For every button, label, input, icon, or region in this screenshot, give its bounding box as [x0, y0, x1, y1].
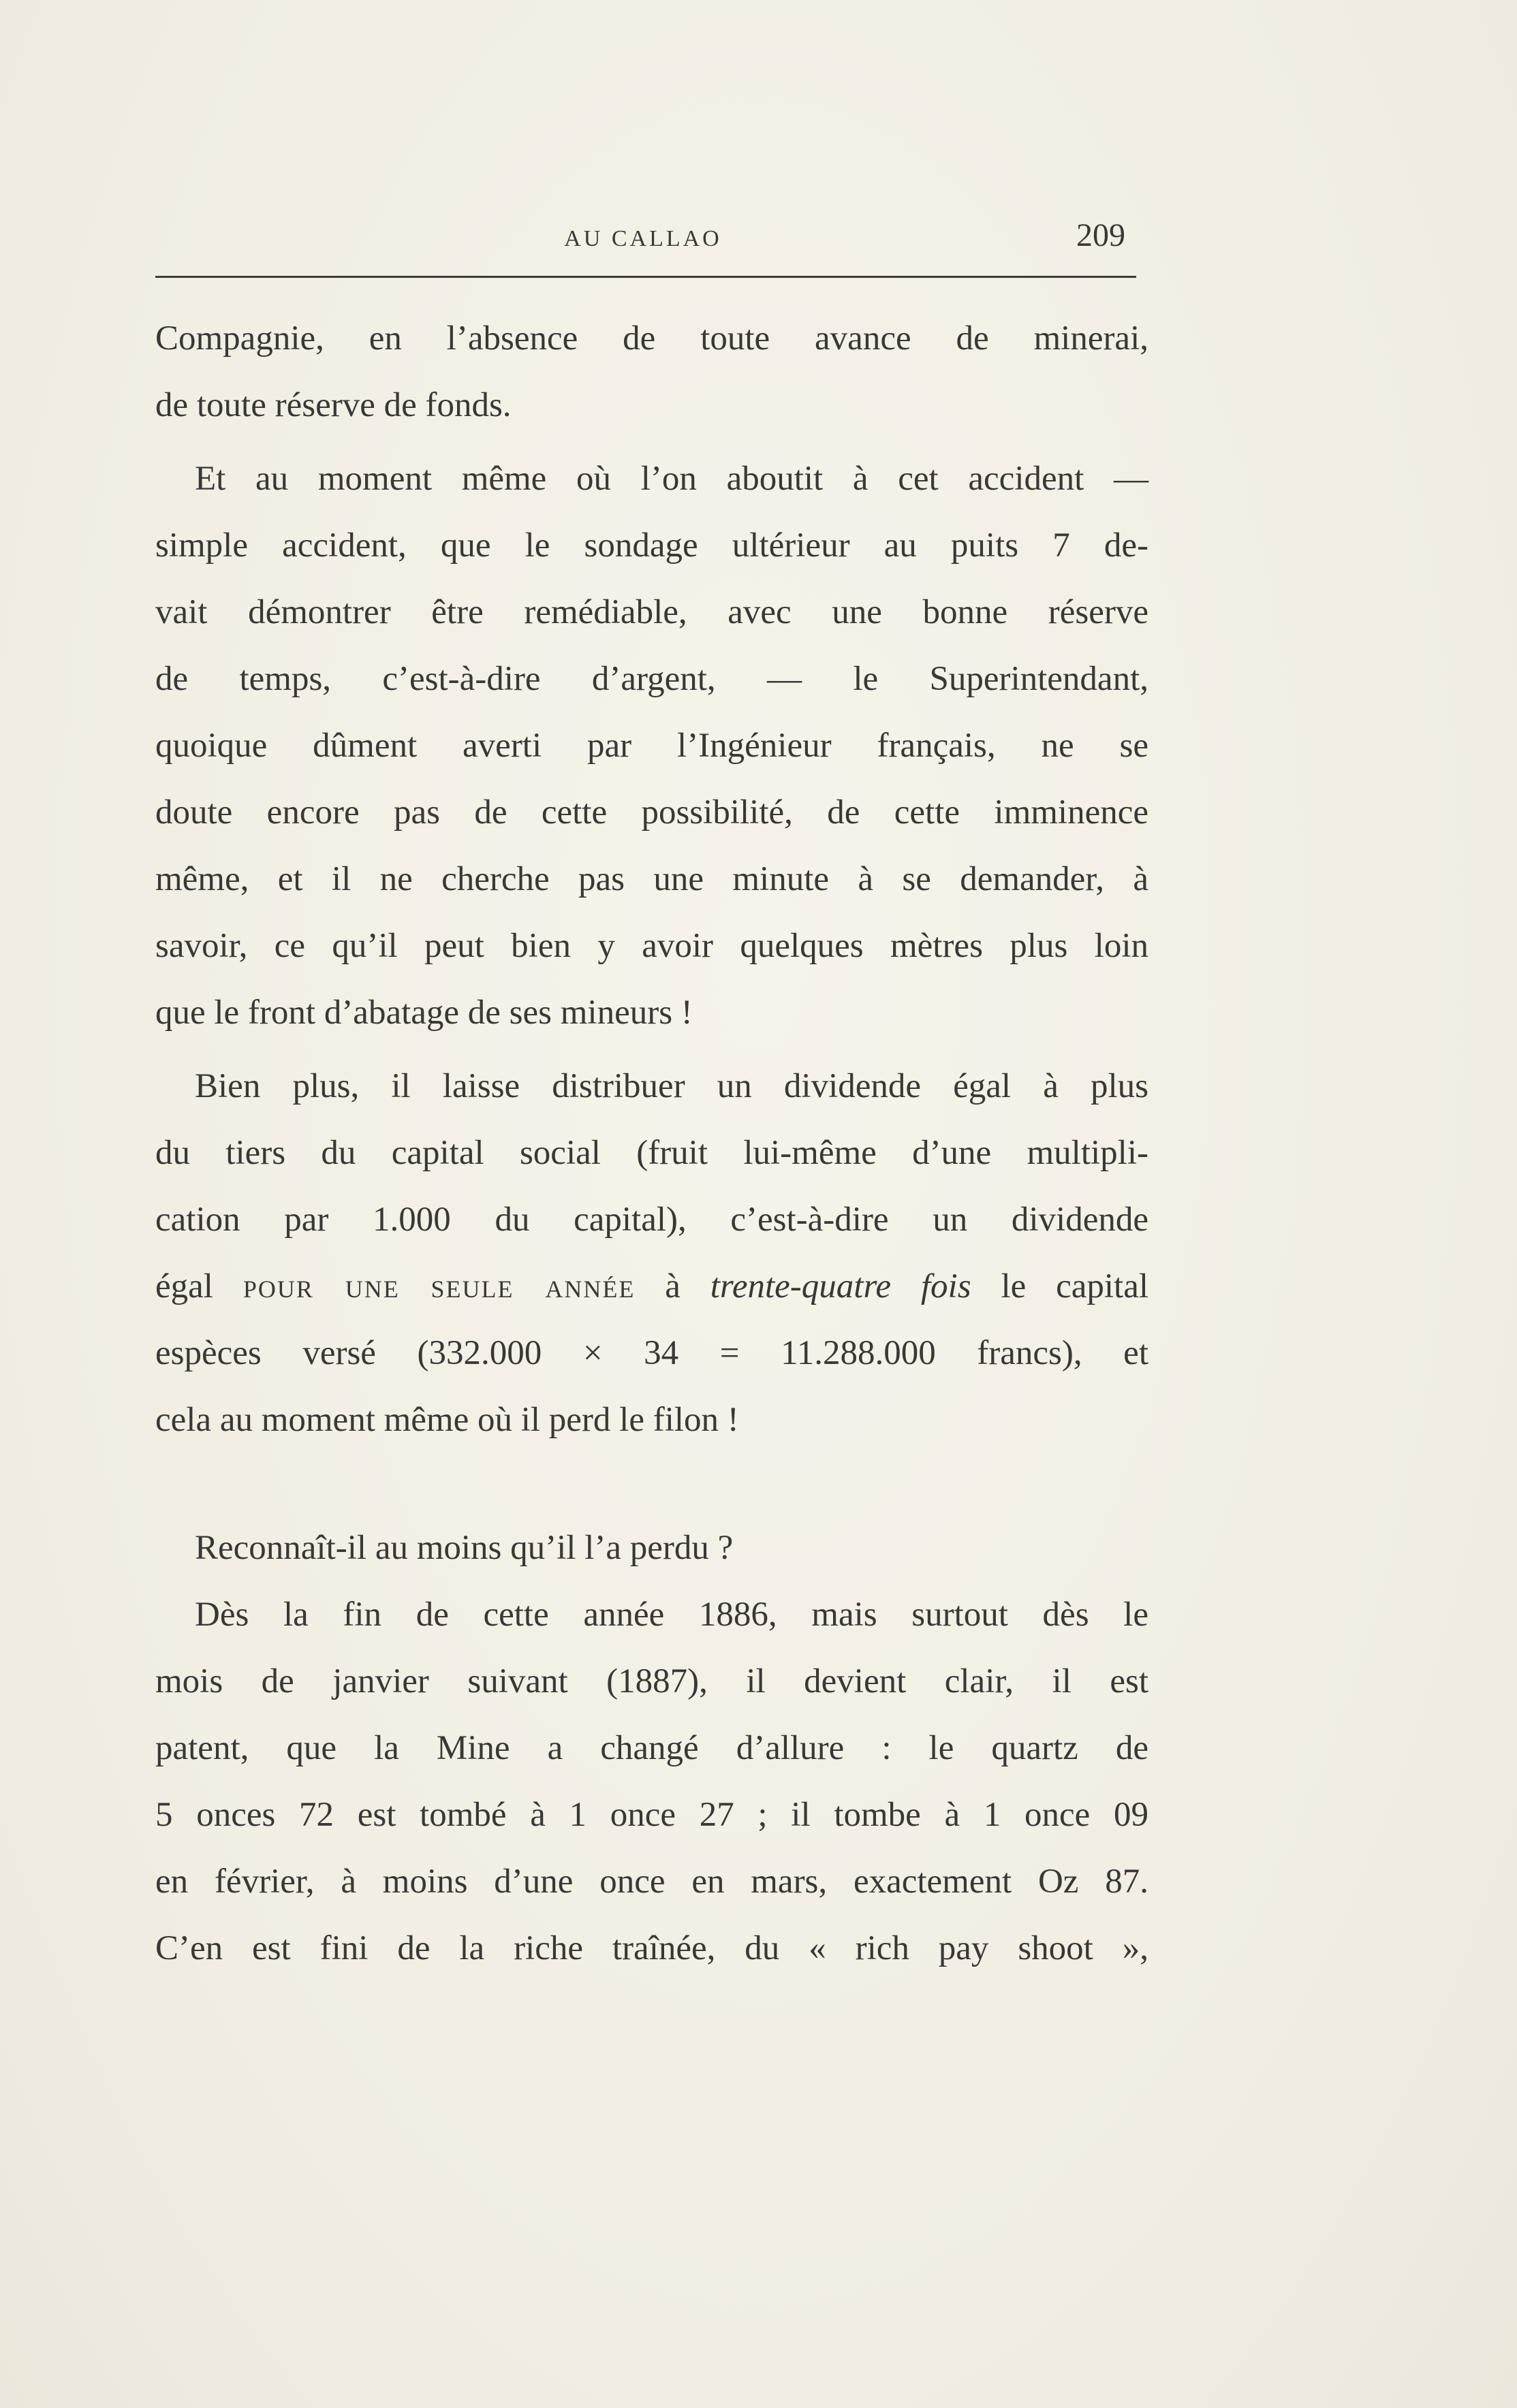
- paragraph-4: [155, 1515, 1148, 1581]
- text-line: Reconnaît-il au moins qu’il l’a perdu ?: [195, 1529, 734, 1567]
- text-line: Compagnie, en l’absence de toute avance de minerai,: [155, 319, 1148, 358]
- text-line: doute encore pas de cette possibilité, de cette imminence: [155, 793, 1148, 831]
- small-caps-run: pour une seule année: [243, 1267, 636, 1305]
- page-number: 209: [1076, 217, 1125, 253]
- paragraph-gap: [155, 439, 1148, 445]
- paragraph-2: [155, 445, 1148, 1046]
- text-line-mixed: [155, 1253, 1148, 1320]
- text-run: le capital: [1001, 1267, 1149, 1305]
- text-line: de toute réserve de fonds.: [155, 386, 512, 424]
- text-line: que le front d’abatage de ses mineurs !: [155, 994, 693, 1032]
- text-line: en février, à moins d’une once en mars, exactement Oz 87.: [155, 1863, 1148, 1901]
- running-title: AU CALLAO: [564, 226, 722, 251]
- section-gap: [155, 1453, 1148, 1515]
- text-line: Dès la fin de cette année 1886, mais surtout dès le: [195, 1596, 1148, 1634]
- text-line: cela au moment même où il perd le filon !: [155, 1401, 739, 1439]
- text-line: C’en est fini de la riche traînée, du « rich pay shoot »,: [155, 1929, 1148, 1967]
- text-line: 5 onces 72 est tombé à 1 once 27 ; il tombe à 1 once 09: [155, 1796, 1148, 1834]
- text-line: vait démontrer être remédiable, avec une bonne réserve: [155, 593, 1148, 631]
- text-line: savoir, ce qu’il peut bien y avoir quelques mètres plus loin: [155, 927, 1148, 965]
- header-rule: [155, 276, 1136, 278]
- text-line: du tiers du capital social (fruit lui-même d’une multipli-: [155, 1134, 1148, 1172]
- running-head: [155, 217, 1131, 257]
- paragraph-5: [155, 1581, 1148, 1982]
- text-line: même, et il ne cherche pas une minute à se demander, à: [155, 860, 1148, 898]
- text-line: espèces versé (332.000 × 34 = 11.288.000 francs), et: [155, 1334, 1148, 1372]
- paragraph-gap: [155, 1046, 1148, 1053]
- paragraph-3: [155, 1053, 1148, 1453]
- italic-run: trente-quatre fois: [710, 1267, 971, 1305]
- text-line: Bien plus, il laisse distribuer un dividende égal à plus: [195, 1067, 1148, 1105]
- paragraph-1: [155, 305, 1148, 439]
- text-run: à: [665, 1267, 681, 1305]
- text-line: Et au moment même où l’on aboutit à cet accident —: [195, 460, 1148, 498]
- text-line: patent, que la Mine a changé d’allure : le quartz de: [155, 1729, 1148, 1767]
- text-line: quoique dûment averti par l’Ingénieur français, ne se: [155, 727, 1148, 765]
- body-text: [155, 305, 1148, 1982]
- text-line: de temps, c’est-à-dire d’argent, — le Superintendant,: [155, 660, 1148, 698]
- text-line: simple accident, que le sondage ultérieur au puits 7 de-: [155, 526, 1148, 565]
- text-line: mois de janvier suivant (1887), il devient clair, il est: [155, 1662, 1148, 1700]
- text-run: égal: [155, 1267, 213, 1305]
- text-line: cation par 1.000 du capital), c’est-à-dire un dividende: [155, 1201, 1148, 1239]
